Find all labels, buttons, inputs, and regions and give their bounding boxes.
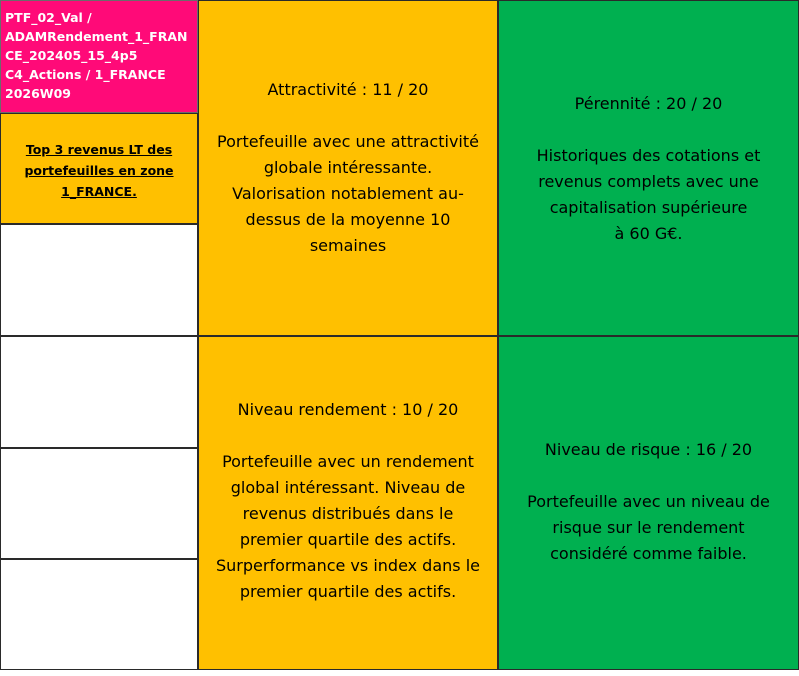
perennite-cell (498, 0, 799, 336)
portfolio-info-text (5, 8, 195, 103)
empty-cell (0, 336, 198, 448)
top3-line: 1_FRANCE. (61, 184, 137, 199)
description-line: risque sur le rendement (552, 518, 745, 537)
description-line: Portefeuille avec un niveau de (527, 492, 770, 511)
rendement-cell (198, 336, 498, 670)
perennite-score: Pérennité : 20 / 20 (574, 94, 723, 113)
empty-cell (0, 559, 198, 670)
description-line: Portefeuille avec un rendement (222, 452, 474, 471)
risque-content (509, 437, 788, 567)
top3-revenus-link[interactable] (9, 139, 189, 202)
info-line: PTF_02_Val / (5, 10, 92, 25)
description-line: revenus complets avec une (538, 172, 759, 191)
attractivite-description (199, 129, 497, 259)
empty-cell (0, 448, 198, 559)
risque-score: Niveau de risque : 16 / 20 (544, 440, 753, 459)
rendement-score: Niveau rendement : 10 / 20 (237, 400, 459, 419)
top3-revenus-cell (0, 113, 198, 224)
attractivite-cell (198, 0, 498, 336)
description-line: Portefeuille avec une attractivité (217, 132, 479, 151)
perennite-content (509, 91, 788, 247)
description-line: premier quartile des actifs. (239, 530, 457, 549)
description-line: semaines (309, 236, 387, 255)
risque-cell (498, 336, 799, 670)
rendement-description (199, 449, 497, 605)
description-line: global intéressant. Niveau de (230, 478, 466, 497)
description-line: globale intéressante. (263, 158, 433, 177)
description-line: revenus distribués dans le (242, 504, 454, 523)
perennite-description (509, 143, 788, 247)
info-line: C4_Actions / 1_FRANCE (5, 67, 166, 82)
description-line: Valorisation notablement au- (232, 184, 464, 203)
portfolio-info-cell (0, 0, 198, 113)
rendement-content (199, 397, 497, 605)
info-line: 2026W09 (5, 86, 71, 101)
info-line: CE_202405_15_4p5 (5, 48, 138, 63)
risque-description (509, 489, 788, 567)
info-line: ADAMRendement_1_FRAN (5, 29, 188, 44)
attractivite-content (199, 77, 497, 259)
attractivite-score: Attractivité : 11 / 20 (267, 80, 429, 99)
top3-line: portefeuilles en zone (24, 163, 174, 178)
description-line: Historiques des cotations et (536, 146, 761, 165)
description-line: capitalisation supérieure (549, 198, 748, 217)
description-line: premier quartile des actifs. (239, 582, 457, 601)
empty-cell (0, 224, 198, 336)
description-line: à 60 G€. (614, 224, 683, 243)
description-line: considéré comme faible. (550, 544, 747, 563)
top3-line: Top 3 revenus LT des (25, 142, 173, 157)
description-line: Surperformance vs index dans le (216, 556, 480, 575)
description-line: dessus de la moyenne 10 (245, 210, 451, 229)
